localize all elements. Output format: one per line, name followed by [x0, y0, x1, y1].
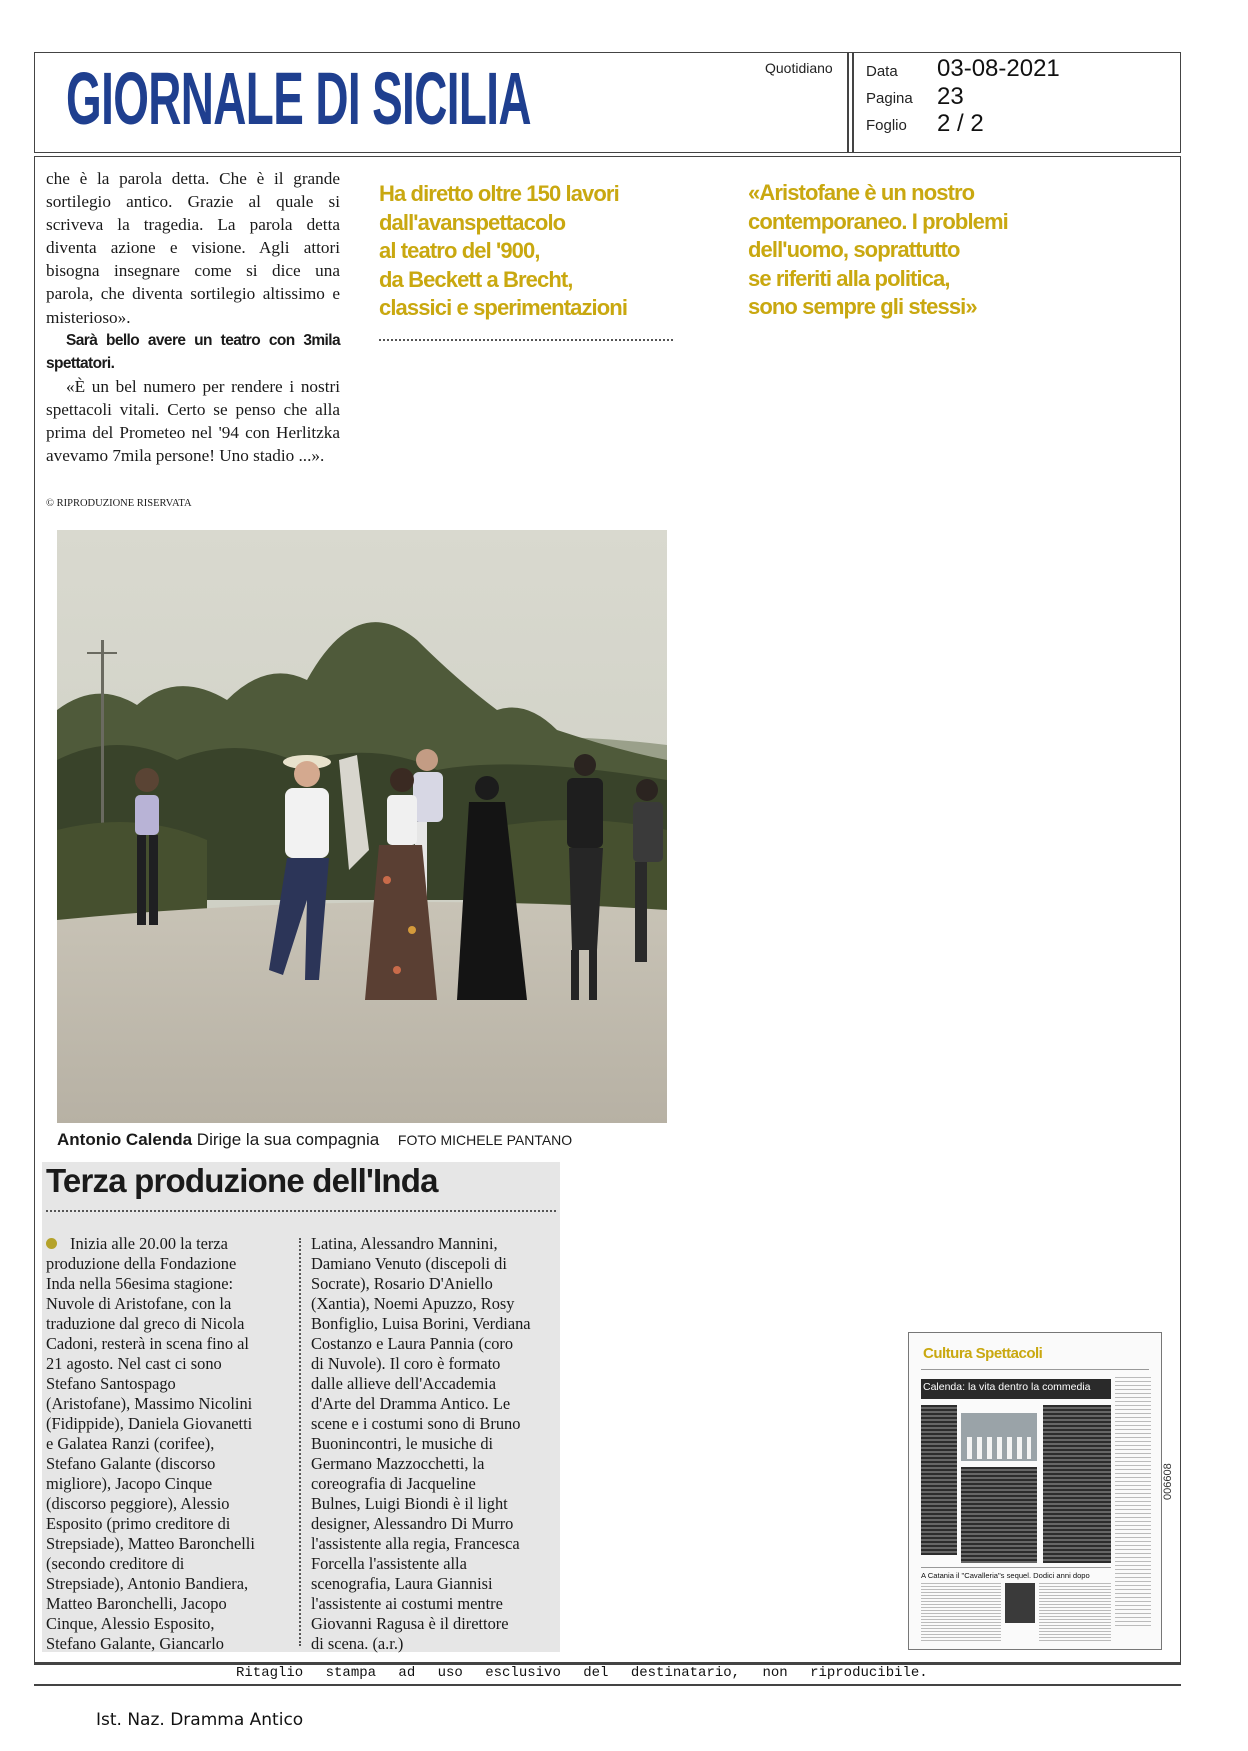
sidebar-line: Costanzo e Laura Pannia (coro — [311, 1334, 514, 1353]
thumb-side-column — [1115, 1377, 1151, 1627]
pull-quote-line: sono sempre gli stessi» — [748, 294, 977, 319]
copyright-notice: © RIPRODUZIONE RISERVATA — [46, 498, 192, 509]
sidebar-line: l'assistente alla regia, Francesca — [311, 1534, 520, 1553]
thumb-headline: Calenda: la vita dentro la commedia — [923, 1381, 1091, 1393]
sidebar-col-1 — [46, 1234, 294, 1654]
sidebar-line: (discorso peggiore), Alessio — [46, 1494, 230, 1513]
sidebar-line: Cadoni, resterà in scena fino al — [46, 1334, 249, 1353]
sheet-label: Foglio — [866, 117, 907, 134]
side-code: 006608 — [1162, 1463, 1174, 1500]
photo-caption — [57, 1130, 572, 1150]
pull-quote-line: dell'uomo, soprattutto — [748, 237, 960, 262]
header-divider — [852, 52, 854, 152]
sheet-value: 2 / 2 — [937, 110, 984, 137]
pull-quote-line: classici e sperimentazioni — [379, 295, 628, 320]
thumb-text-block — [1043, 1405, 1111, 1563]
sidebar-line: e Galatea Ranzi (corifee), — [46, 1434, 215, 1453]
rehearsal-photo — [57, 530, 667, 1123]
sidebar-title-rule — [46, 1210, 556, 1212]
pull-quote-line: al teatro del '900, — [379, 238, 540, 263]
article-paragraph: «È un bel numero per rendere i nostri spettacoli vitali. Certo se penso che alla prima del Prometeo nel '94 con Herlitzka avevamo 7mila persone! Uno stadio ...». — [46, 376, 340, 466]
sidebar-line: Germano Mazzocchetti, la — [311, 1454, 485, 1473]
thumb-text-block — [1039, 1583, 1111, 1641]
page-value: 23 — [937, 83, 964, 110]
thumb-photo-figures — [967, 1437, 1031, 1459]
masthead: GIORNALE DI SICILIA — [66, 57, 531, 140]
sidebar-line: Giovanni Ragusa è il direttore — [311, 1614, 509, 1633]
thumb-bottom-rule — [921, 1567, 1111, 1568]
footer-notice: Ritaglio stampa ad uso esclusivo del destinatario, non riproducibile. — [236, 1665, 928, 1681]
sidebar-line: Strepsiade), Matteo Baronchelli — [46, 1534, 255, 1553]
sidebar-line: scene e i costumi sono di Bruno — [311, 1414, 521, 1433]
rehearsal-illustration — [57, 530, 667, 1123]
sidebar-line: Bonfiglio, Luisa Borini, Verdiana — [311, 1314, 531, 1333]
sidebar-line: coreografia di Jacqueline — [311, 1474, 476, 1493]
sidebar-line: Buonincontri, le musiche di — [311, 1434, 494, 1453]
sidebar-line: traduzione dal greco di Nicola — [46, 1314, 245, 1333]
sidebar-line: Cinque, Alessio Esposito, — [46, 1614, 215, 1633]
page-thumbnail — [908, 1332, 1162, 1650]
pull-quote-line: «Aristofane è un nostro — [748, 180, 975, 205]
footer-rule-bottom — [34, 1684, 1181, 1686]
pull-quote-line: se riferiti alla politica, — [748, 265, 950, 291]
client-name: Ist. Naz. Dramma Antico — [96, 1710, 304, 1730]
sidebar-line: Latina, Alessandro Mannini, — [311, 1234, 498, 1253]
thumb-headline-2: A Catania il "Cavalleria"s sequel. Dodici anni dopo — [921, 1571, 1090, 1580]
sidebar-line: Stefano Santospago — [46, 1374, 176, 1393]
sidebar-line: Socrate), Rosario D'Aniello — [311, 1274, 493, 1293]
caption-text: Dirige la sua compagnia — [196, 1130, 380, 1149]
pull-quote-divider — [379, 339, 673, 341]
sidebar-line: Strepsiade), Antonio Bandiera, — [46, 1574, 249, 1593]
sidebar-line: (Fidippide), Daniela Giovanetti — [46, 1414, 253, 1433]
caption-credit: FOTO MICHELE PANTANO — [397, 1132, 573, 1148]
sidebar-line: dalle allieve dell'Accademia — [311, 1374, 496, 1393]
thumb-text-block — [921, 1405, 957, 1555]
pull-quote-aristofane — [748, 179, 1048, 322]
thumb-text-block — [921, 1583, 1001, 1641]
pull-quote-career — [379, 180, 679, 323]
header-divider — [847, 52, 849, 152]
sidebar-line: di Nuvole). Il coro è formato — [311, 1354, 501, 1373]
pull-quote-line: Ha diretto oltre 150 lavori — [379, 181, 619, 206]
pull-quote-line: contemporaneo. I problemi — [748, 208, 1008, 234]
date-value: 03-08-2021 — [937, 55, 1060, 82]
sidebar-column-divider — [299, 1238, 301, 1646]
thumb-section: Cultura Spettacoli — [923, 1345, 1043, 1362]
sidebar-line: Stefano Galante, Giancarlo — [46, 1634, 224, 1653]
interview-question: Sarà bello avere un teatro con 3mila spettatori. — [46, 331, 340, 372]
article-paragraph: che è la parola detta. Che è il grande sortilegio antico. Grazie al quale si scriveva la tragedia. La parola detta diventa azione e visione. Agli attori bisogna insegnare come si dice una parola, che diventa sortilegio altissimo e misterioso». — [46, 169, 340, 327]
sidebar-line: (secondo creditore di — [46, 1554, 185, 1573]
page-label: Pagina — [866, 90, 913, 107]
sidebar-line: (Xantia), Noemi Apuzzo, Rosy — [311, 1294, 515, 1313]
sidebar-line: Inizia alle 20.00 la terza — [70, 1234, 228, 1253]
sidebar-line: di scena. (a.r.) — [311, 1634, 404, 1653]
thumb-portrait — [1005, 1583, 1035, 1623]
sidebar-line: (Aristofane), Massimo Nicolini — [46, 1394, 253, 1413]
sidebar-line: Bulnes, Luigi Biondi è il light — [311, 1494, 508, 1513]
pull-quote-line: da Beckett a Brecht, — [379, 266, 573, 292]
sidebar-line: Forcella l'assistente alla — [311, 1554, 467, 1573]
thumb-header-rule — [921, 1369, 1149, 1370]
thumb-text-block — [961, 1467, 1037, 1563]
sidebar-line: Esposito (primo creditore di — [46, 1514, 231, 1533]
sidebar-title: Terza produzione dell'Inda — [46, 1162, 438, 1199]
sidebar-line: d'Arte del Dramma Antico. Le — [311, 1394, 511, 1413]
sidebar-line: l'assistente ai costumi mentre — [311, 1594, 503, 1613]
sidebar-line: scenografia, Laura Giannisi — [311, 1574, 493, 1593]
periodicity: Quotidiano — [765, 60, 833, 76]
sidebar-line: Matteo Baronchelli, Jacopo — [46, 1594, 227, 1613]
sidebar-line: migliore), Jacopo Cinque — [46, 1474, 213, 1493]
sidebar-line: designer, Alessandro Di Murro — [311, 1514, 514, 1533]
sidebar-line: Inda nella 56esima stagione: — [46, 1274, 234, 1293]
sidebar-line: 21 agosto. Nel cast ci sono — [46, 1354, 222, 1373]
sidebar-line: Nuvole di Aristofane, con la — [46, 1294, 232, 1313]
date-label: Data — [866, 63, 898, 80]
sidebar-line: produzione della Fondazione — [46, 1254, 237, 1273]
caption-name: Antonio Calenda — [57, 1130, 193, 1149]
pull-quote-line: dall'avanspettacolo — [379, 209, 566, 235]
sidebar-col-2 — [311, 1234, 559, 1654]
sidebar-line: Stefano Galante (discorso — [46, 1454, 216, 1473]
sidebar-line: Damiano Venuto (discepoli di — [311, 1254, 507, 1273]
article-column — [46, 167, 340, 467]
